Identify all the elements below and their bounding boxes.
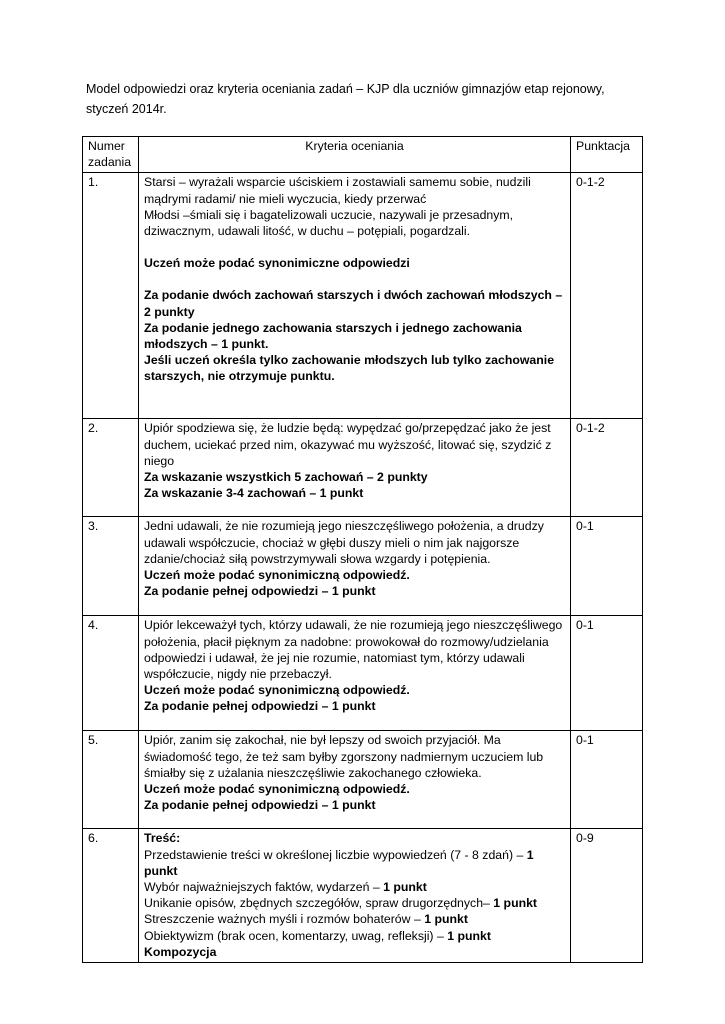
criteria-item-score: 1 punkt (493, 896, 538, 911)
criteria-item (144, 928, 565, 944)
criteria-note: Uczeń może podać synonimiczną odpowiedź. (144, 782, 410, 797)
header-criteria: Kryteria oceniania (139, 137, 571, 173)
table-row (83, 829, 643, 963)
criteria-item-text: Przedstawienie treści w określonej liczbie wypowiedzeń (7 - 8 zdań) – (144, 847, 527, 862)
task-number: 2. (83, 419, 139, 517)
task-criteria (139, 173, 571, 419)
criteria-text: Młodsi –śmiali się i bagatelizowali uczucie, nazywali je przesadnym, dziwacznym, udawali litość, w duchu – potępiali, pogardzali. (144, 207, 514, 239)
task-points: 0-1 (571, 731, 643, 829)
criteria-heading: Kompozycja (144, 944, 217, 959)
task-number: 1. (83, 173, 139, 419)
criteria-item-score: 1 punkt (144, 847, 534, 878)
criteria-item (144, 911, 565, 927)
criteria-score-rule: Za podanie dwóch zachowań starszych i dwóch zachowań młodszych – 2 punkty (144, 288, 563, 319)
grading-criteria-table (82, 136, 643, 963)
criteria-text: Upiór spodziewa się, że ludzie będą: wypędzać go/przepędzać jako że jest duchem, uciekać przed nim, okazywać mu wyższość, litować się, szydzić z niego (144, 421, 552, 468)
criteria-score-rule: Za wskazanie wszystkich 5 zachowań – 2 punkty (144, 470, 428, 485)
task-criteria (139, 829, 571, 963)
table-row (83, 616, 643, 731)
criteria-text: Jedni udawali, że nie rozumieją jego nieszczęśliwego położenia, a drudzy udawali współczucie, chociaż w głębi duszy mieli o nim jak najgorsze zdanie/chociaż siłą powstrzymywali słowa wzgardy i potępienia. (144, 519, 544, 566)
task-points: 0-1-2 (571, 419, 643, 517)
task-criteria (139, 616, 571, 731)
table-row (83, 173, 643, 419)
criteria-score-rule: Za podanie pełnej odpowiedzi – 1 punkt (144, 584, 376, 599)
header-number: Numer zadania (83, 137, 139, 173)
table-row (83, 731, 643, 829)
criteria-text: Starsi – wyrażali wsparcie uściskiem i zostawiali samemu sobie, nudzili mądrymi radami/ nie mieli wyczucia, kiedy przerwać (144, 175, 531, 206)
criteria-item (144, 847, 565, 879)
criteria-score-rule: Za podanie pełnej odpowiedzi – 1 punkt (144, 798, 376, 813)
task-points: 0-1 (571, 517, 643, 616)
criteria-score-rule: Jeśli uczeń określa tylko zachowanie młodszych lub tylko zachowanie starszych, nie otrzymuje punktu. (144, 353, 555, 384)
criteria-item-score: 1 punkt (383, 880, 427, 895)
criteria-item-score: 1 punkt (447, 928, 491, 943)
criteria-note: Uczeń może podać synonimiczną odpowiedź. (144, 568, 410, 583)
criteria-score-rule: Za podanie pełnej odpowiedzi – 1 punkt (144, 699, 376, 714)
task-criteria (139, 419, 571, 517)
task-number: 6. (83, 829, 139, 963)
header-points: Punktacja (571, 137, 643, 173)
task-number: 3. (83, 517, 139, 616)
criteria-item-text: Wybór najważniejszych faktów, wydarzeń – (144, 880, 384, 895)
table-row (83, 419, 643, 517)
task-points: 0-1-2 (571, 173, 643, 419)
criteria-item-text: Unikanie opisów, zbędnych szczegółów, spraw drugorzędnych– (144, 896, 494, 911)
table-row (83, 517, 643, 616)
task-criteria (139, 731, 571, 829)
criteria-note: Uczeń może podać synonimiczne odpowiedzi (144, 256, 410, 271)
criteria-item-score: 1 punkt (424, 912, 468, 927)
criteria-heading: Treść: (144, 831, 181, 846)
criteria-score-rule: Za wskazanie 3-4 zachowań – 1 punkt (144, 486, 364, 501)
document-title: Model odpowiedzi oraz kryteria oceniania zadań – KJP dla uczniów gimnazjów etap rejonowy, styczeń 2014r. (86, 82, 605, 116)
criteria-item (144, 879, 565, 895)
task-points: 0-1 (571, 616, 643, 731)
task-points: 0-9 (571, 829, 643, 963)
task-number: 4. (83, 616, 139, 731)
task-criteria (139, 517, 571, 616)
criteria-note: Uczeń może podać synonimiczną odpowiedź. (144, 683, 410, 698)
criteria-text: Upiór lekceważył tych, którzy udawali, że nie rozumieją jego nieszczęśliwego położenia, płacił pięknym za nadobne: prowokował do rozmowy/udzielania odpowiedzi i udawał, że jej nie rozumie, natomiast tym, którzy udawali współczucie, nigdy nie przebaczył. (144, 618, 563, 682)
criteria-item-text: Streszczenie ważnych myśli i rozmów bohaterów – (144, 912, 425, 927)
task-number: 5. (83, 731, 139, 829)
table-header-row (83, 137, 643, 173)
criteria-text: Upiór, zanim się zakochał, nie był lepszy od swoich przyjaciół. Ma świadomość tego, że też sam byłby zgorszony nadmiernym uczuciem lub śmiałby się z użalania nieszczęśliwie zakochanego człowieka. (144, 733, 544, 780)
criteria-item-text: Obiektywizm (brak ocen, komentarzy, uwag, refleksji) – (144, 928, 448, 943)
criteria-score-rule: Za podanie jednego zachowania starszych i jednego zachowania młodszych – 1 punkt. (144, 320, 522, 352)
criteria-item (144, 895, 565, 911)
